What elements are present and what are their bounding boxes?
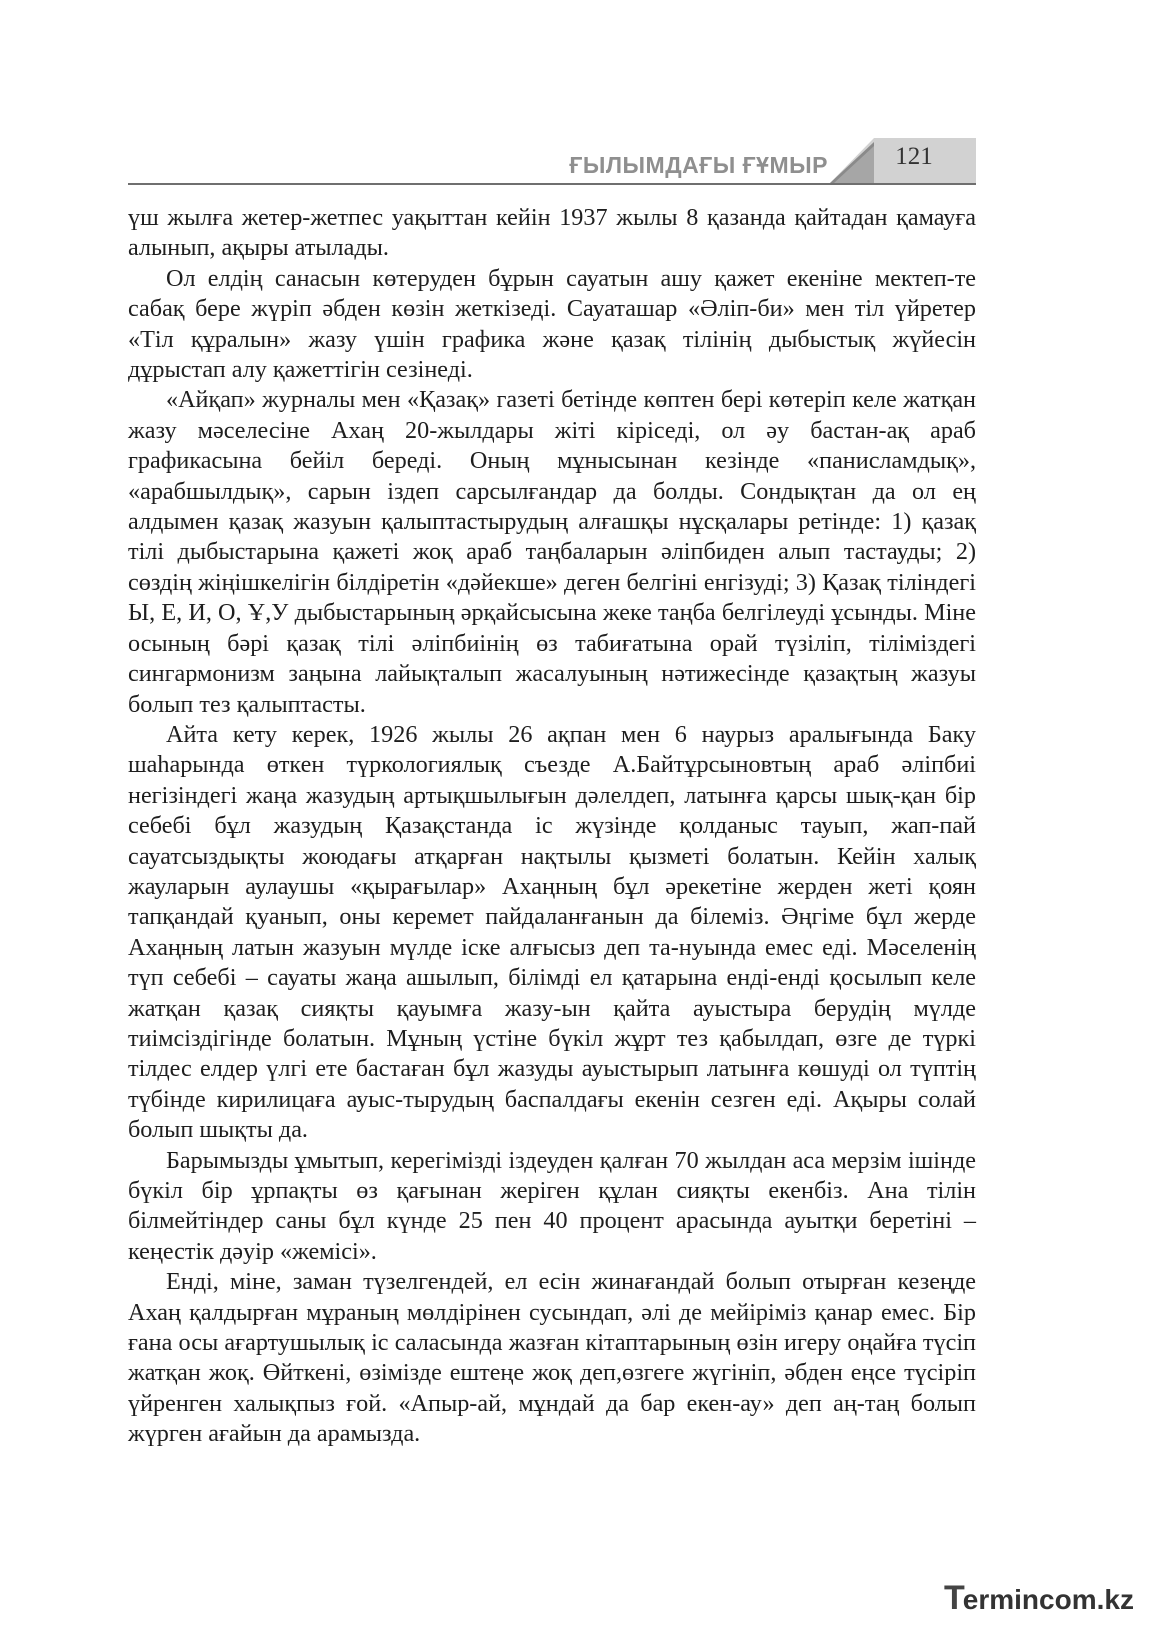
paragraph-2: Ол елдің санасын көтеруден бұрын сауатын ашу қажет екеніне мектеп-те сабақ бере жүріп әбден көзін жеткізеді. Сауаташар «Әліп-би» мен тіл үйретер «Тіл құралын» жазу үшін графика және қазақ тілінің дыбыстық жүйесін дұрыстап алу қажеттігін сезінеді. xyxy=(128,264,976,384)
paragraph-6: Енді, міне, заман түзелгендей, ел есін жинағандай болып отырған кезеңде Ахаң қалдырған мұраның мөлдірінен сусындап, әлі де мейіріміз қанар емес. Бір ғана осы ағартушылық іс саласында жазған кітаптарының өзін игеру оңайға түсіп жатқан жоқ. Өйткені, өзімізде ештеңе жоқ деп,өзгеге жүгініп, әбден еңсе түсіріп үйренген халықпыз ғой. «Апыр-ай, мұндай да бар екен-ау» деп аң-таң болып жүрген ағайын да арамызда. xyxy=(128,1268,976,1448)
paragraph-4: Айта кету керек, 1926 жылы 26 ақпан мен 6 наурыз аралығында Баку шаһарында өткен түркологиялық съезде А.Байтұрсыновтың араб әліпбиі негізіндегі жаңа жазудың артықшылығын дәлелдеп, латынға қарсы шық-қан бір себебі бұл жазудың Қазақстанда іс жүзінде қолданыс тауып, жап-пай сауатсыздықты жоюдағы атқарған нақтылы қызметі болатын. Кейін халық жауларын аулаушы «қырағылар» Ахаңның бұл әрекетіне жерден жеті қоян тапқандай қуанып, оны керемет пайдаланғанын да білеміз. Әңгіме бұл жерде Ахаңның латын жазуын мүлде іске алғысыз деп та-нуында емес еді. Мәселенің түп себебі – сауаты жаңа ашылып, білімді ел қатарына енді-енді қосылып келе жатқан қазақ сияқты қауымға жазу-ын қайта ауыстыра берудің мүлде тиімсіздігінде болатын. Мұның үстіне бүкіл жұрт тез қабылдап, өзге де түркі тілдес елдер үлгі ете бастаған бұл жазуды ауыстырып латынға көшуді ол түптің түбінде кирилицаға ауыс-тырудың баспалдағы екенін сезген еді. Ақыры солай болып шықты да. xyxy=(128,720,976,1144)
page-number: 121 xyxy=(895,143,933,170)
watermark-rest: m.kz xyxy=(1071,1584,1134,1615)
termincom-watermark-logo xyxy=(944,1579,1144,1619)
watermark-o: o xyxy=(1054,1584,1072,1615)
page-header xyxy=(128,138,976,186)
page-number-tab xyxy=(830,138,976,183)
section-title: ҒЫЛЫМДАҒЫ ҒҰМЫР xyxy=(569,152,828,178)
header-rule xyxy=(128,183,976,185)
watermark-middle: erminc xyxy=(962,1584,1055,1615)
watermark-t: T xyxy=(944,1579,965,1617)
paragraph-5: Барымызды ұмытып, керегімізді іздеуден қалған 70 жылдан аса мерзім ішінде бүкіл бір ұрпақты өз қағынан жеріген құлан сияқты екенбіз. Ана тілін білмейтіндер саны бұл күнде 25 пен 40 процент арасында ауытқи беретіні – кеңестік дәуір «жемісі». xyxy=(128,1146,976,1265)
body-text xyxy=(128,203,976,1450)
paragraph-3: «Айқап» журналы мен «Қазақ» газеті бетінде көптен бері көтеріп келе жатқан жазу мәселесіне Ахаң 20-жылдары жіті кіріседі, ол әу бастан-ақ араб графикасына бейіл береді. Оның мұнысынан кезінде «панисламдық», «арабшылдық», сарын іздеп сарсылғандар да болды. Сондықтан да ол ең алдымен қазақ жазуын қалыптастырудың алғашқы нұсқалары ретінде: 1) қазақ тілі дыбыстарына қажеті жоқ араб таңбаларын әліпбиден алып тастауды; 2) сөздің жіңішкелігін білдіретін «дәйекше» деген белгіні енгізуді; 3) Қазақ тіліндегі Ы, Е, И, О, Ұ,У дыбыстарының әрқайсысына жеке таңба белгілеуді ұсынды. Міне осының бәрі қазақ тілі әліпбиінің өз табиғатына орай түзіліп, тіліміздегі сингармонизм заңына лайықталып жасалуының нәтижесінде қазақтың жазуы болып тез қалыптасты. xyxy=(128,386,976,718)
paragraph-1: үш жылға жетер-жетпес уақыттан кейін 1937 жылы 8 қазанда қайтадан қамауға алынып, ақыры атылады. xyxy=(128,204,976,262)
